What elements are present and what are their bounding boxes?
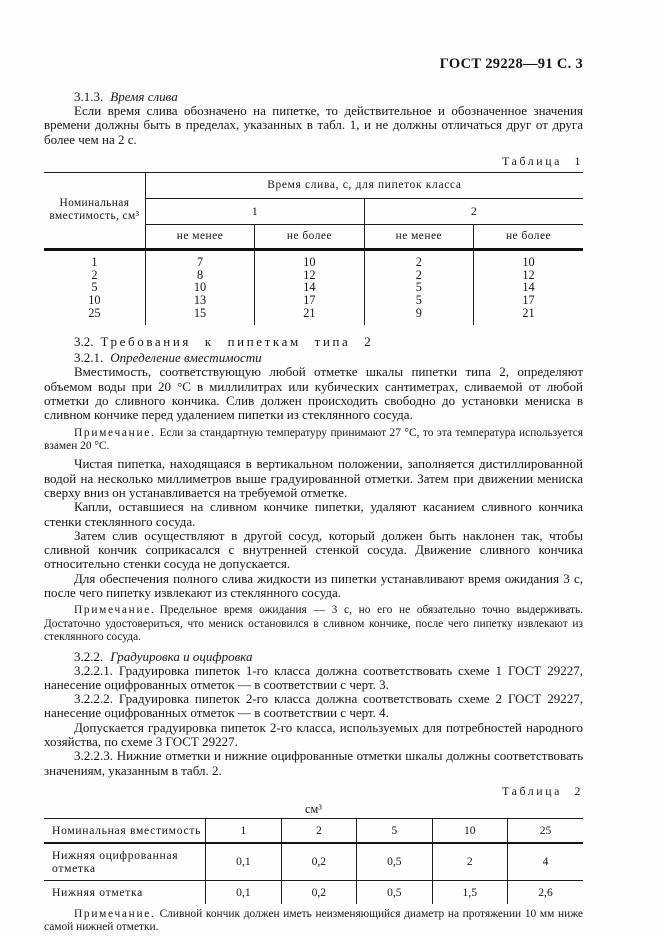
table-cell: 5 [44, 281, 145, 294]
table-cell: 2 [364, 269, 473, 282]
table-cell: 0,1 [206, 843, 281, 881]
section-heading-3-2-2 [44, 649, 583, 664]
table-1-class-1-header: 1 [145, 198, 364, 224]
table-cell: 1 [206, 818, 281, 843]
note-text: Предельное время ожидания — 3 с, но его не обязательно точно выдерживать. Достаточно удостовериться, что мениск остановился в сливном кончике, после чего пипетку извлекают из стеклянного сосуда. [44, 604, 583, 644]
paragraph-waiting-time: Для обеспечения полного слива жидкости из пипетки устанавливают время ожидания 3 с, после чего пипетку извлекают из стеклянного сосуда. [44, 570, 583, 601]
section-number: 3.2. [74, 334, 94, 350]
table-1-subheader: не более [255, 224, 364, 249]
section-number: 3.1.3. [74, 89, 104, 104]
table-cell: 10 [44, 294, 145, 307]
table-cell: 5 [364, 281, 473, 294]
table-cell: 5 [364, 294, 473, 307]
table-cell: 8 [145, 269, 254, 282]
table-1-class-2-header: 2 [364, 198, 583, 224]
section-title-text: Определение вместимости [110, 350, 262, 366]
table-cell: 2 [364, 249, 473, 268]
paragraph-3-2-2-1: 3.2.2.1. Градуировка пипеток 1-го класса должна соответствовать схеме 1 ГОСТ 29227, нанесение оцифрованных отметок — в соответствии с черт. 3. [44, 662, 583, 692]
table-cell: 21 [255, 307, 364, 326]
table-cell: 10 [255, 249, 364, 268]
table-cell: 21 [522, 305, 535, 320]
table-cell: 10 [522, 254, 535, 269]
table-cell: 12 [255, 269, 364, 282]
table-cell: 1 [44, 249, 145, 268]
note-waiting-time [44, 604, 583, 644]
table-cell: 12 [522, 267, 535, 282]
table-cell: 13 [145, 294, 254, 307]
section-heading-3-1-3 [44, 89, 583, 104]
table-2 [44, 818, 583, 904]
note-drain-tip [44, 908, 583, 935]
section-number: 3.2.2. [74, 648, 104, 664]
table-1 [44, 172, 583, 326]
table-cell: 7 [145, 249, 254, 268]
table-cell: 10 [432, 818, 507, 843]
table-cell: 2,6 [538, 885, 553, 899]
paragraph-class2-graduation: Допускается градуировка пипеток 2-го класса, используемых для потребностей народного хозяйства, по схеме 3 ГОСТ 29227. [44, 719, 583, 750]
table-cell: 15 [145, 307, 254, 326]
table-cell: 9 [364, 307, 473, 326]
table-1-group-header: Время слива, с, для пипеток класса [145, 172, 583, 198]
section-title-text: Время слива [110, 89, 178, 104]
table-cell: 14 [522, 280, 535, 295]
table-1-subheader: не более [474, 224, 583, 249]
section-heading-3-2 [44, 334, 583, 349]
table-cell: 0,5 [357, 880, 432, 904]
table-2-unit-caption: см³ [305, 801, 322, 816]
section-number: 3.2.1. [74, 350, 104, 366]
section-heading-3-2-1 [44, 350, 583, 365]
table-cell: 17 [255, 294, 364, 307]
note-label: Примечание. [74, 907, 156, 920]
note-text: Сливной кончик должен иметь неизменяющийся диаметр на протяжении 10 мм ниже самой нижней отметки. [44, 907, 583, 934]
table-cell: 14 [255, 281, 364, 294]
paragraph-capacity-definition: Вместимость, соответствующую любой отметке шкалы пипетки типа 2, определяют объемом воды при 20 °С в миллилитрах или кубических сантиметрах, сливаемой от любой отметки до сливного кончика. Слив должен происходить свободно до установки мениска в сливном кончике перед удалением пипетки из стеклянного сосуда. [44, 364, 583, 423]
note-label: Примечание. [74, 604, 156, 617]
table-cell: 5 [357, 818, 432, 843]
table-1-subheader: не менее [145, 224, 254, 249]
table-cell: 2 [432, 843, 507, 881]
table-cell-label: Номинальная вместимость [44, 818, 206, 843]
paragraph-drain-vessel: Затем слив осуществляют в другой сосуд, который должен быть наклонен так, чтобы сливной кончик соприкасался с внутренней стенкой сосуда. Движение сливного кончика относительно стенки сосуда не допускается. [44, 527, 583, 572]
note-label: Примечание. [74, 426, 156, 439]
table-cell-label: Нижняя оцифрованная отметка [44, 843, 206, 881]
table-cell-label: Нижняя отметка [44, 880, 206, 904]
paragraph-clean-pipette: Чистая пипетка, находящаяся в вертикальном положении, заполняется дистиллированной водой на несколько миллиметров выше градуированной отметки. Затем при движении мениска сверху вниз он устанавливается на требуемой отметке. [44, 456, 583, 500]
table-cell: 0,1 [206, 880, 281, 904]
table-cell: 10 [145, 281, 254, 294]
table-row [44, 843, 583, 881]
note-text: Если за стандартную температуру принимают 27 °С, то эта температура используется взамен 20 °С. [44, 426, 583, 452]
table-row [44, 307, 583, 326]
table-1-label: Таблица 1 [502, 153, 583, 168]
table-cell: 4 [508, 843, 584, 881]
table-cell: 2 [44, 269, 145, 282]
table-cell: 0,2 [281, 843, 356, 881]
table-row [44, 880, 583, 904]
table-cell: 2 [281, 818, 356, 843]
table-1-col1-header: Номинальная вместимость, см³ [44, 172, 145, 249]
table-row [44, 294, 583, 307]
table-row [44, 249, 583, 268]
paragraph-3-2-2-2: 3.2.2.2. Градуировка пипеток 2-го класса должна соответствовать схеме 2 ГОСТ 29227, нанесение оцифрованных отметок — в соответствии с черт. 4. [44, 691, 583, 721]
table-1-subheader: не менее [364, 224, 473, 249]
table-row [44, 818, 583, 843]
table-cell: 0,5 [357, 843, 432, 881]
table-cell: 17 [522, 293, 535, 307]
section-title-text: Требования к пипеткам типа 2 [100, 334, 374, 350]
paragraph-3-2-2-3: 3.2.2.3. Нижние отметки и нижние оцифрованные отметки шкалы должны соответствовать значениям, указанным в табл. 2. [44, 748, 583, 778]
table-cell: 1,5 [432, 880, 507, 904]
paragraph-3-1-3: Если время слива обозначено на пипетке, то действительное и обозначенное значения времени должны быть в пределах, указанных в табл. 1, и не должны отличаться друг от друга более чем на 2 с. [44, 103, 583, 147]
table-cell: 25 [508, 818, 584, 843]
section-title-text: Градуировка и оцифровка [110, 648, 253, 664]
table-cell: 25 [44, 307, 145, 326]
note-temperature [44, 427, 583, 454]
paragraph-drops: Капли, оставшиеся на сливном кончике пипетки, удаляют касанием сливного кончика стенки стеклянного сосуда. [44, 499, 583, 529]
page-header: ГОСТ 29228—91 С. 3 [439, 56, 583, 72]
table-2-label: Таблица 2 [502, 783, 583, 798]
table-cell: 0,2 [281, 880, 356, 904]
